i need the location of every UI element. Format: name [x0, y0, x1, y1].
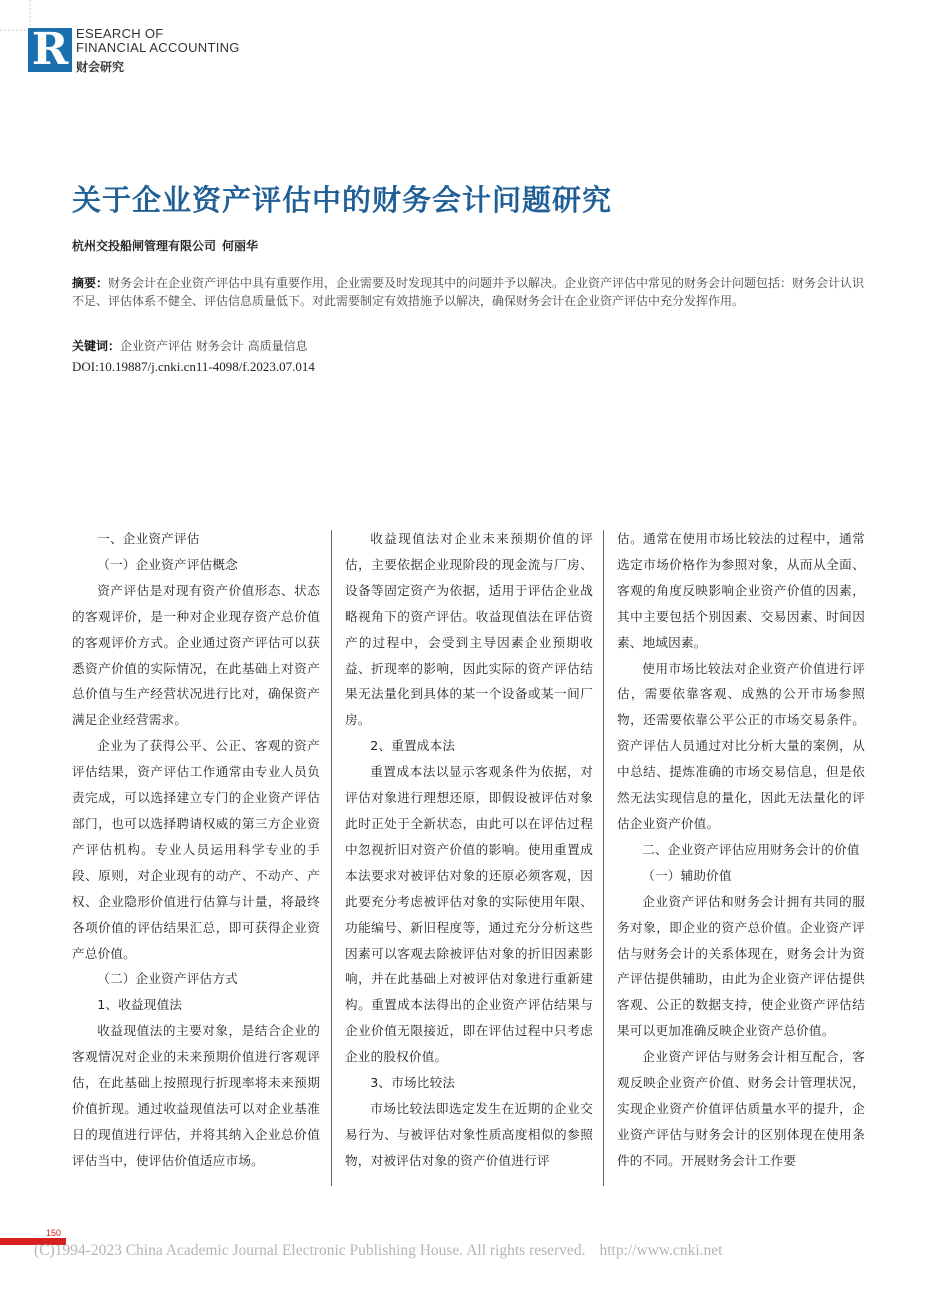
subsection-heading: （二）企业资产评估方式: [97, 971, 238, 987]
keywords-text: 企业资产评估 财务会计 高质量信息: [120, 339, 308, 353]
paragraph: 企业为了获得公平、公正、客观的资产评估结果，资产评估工作通常由专业人员负责完成，可以选择建立专门的企业资产评估部门，也可以选择聘请权威的第三方企业资产评估机构。专业人员运用科学专业的手段、原则，对企业现有的动产、不动产、产权、企业隐形价值进行估算与计量，将最终各项价值的评估结果汇总，即可获得企业资产总价值。: [72, 738, 320, 961]
paragraph: 市场比较法即选定发生在近期的企业交易行为、与被评估对象性质高度相似的参照物，对被评估对象的资产价值进行评: [345, 1100, 593, 1168]
keywords-label: 关键词：: [72, 339, 121, 353]
column-divider: [331, 530, 332, 1186]
paragraph: 重置成本法以显示客观条件为依据，对评估对象进行理想还原，即假设被评估对象此时正处于全新状态，由此可以在评估过程中忽视折旧对资产价值的影响。使用重置成本法要求对被评估对象的还原必须客观，因此要充分考虑被评估对象的实际使用年限、功能编号、新旧程度等，通过充分分析这些因素可以客观去除被评估对象的折旧因素影响，并在此基础上对被评估对象进行重新建构。重置成本法得出的企业资产评估结果与企业价值无限接近，即在评估过程中只考虑企业的股权价值。: [345, 764, 593, 1065]
paragraph: 企业资产评估和财务会计拥有共同的服务对象，即企业的资产总价值。企业资产评估与财务会计的关系体现在，财务会计为资产评估提供辅助，由此为企业资产评估提供客观、公正的数据支持，使企业资产评估结果可以更加准确反映企业资产总价值。: [617, 893, 865, 1039]
body-column-3: [617, 526, 865, 1174]
copyright-text: (C)1994-2023 China Academic Journal Electronic Publishing House. All rights reserved.: [34, 1242, 586, 1259]
paragraph: 企业资产评估与财务会计相互配合，客观反映企业资产价值、财务会计管理状况，实现企业资产价值评估质量水平的提升，企业资产评估与财务会计的区别体现在使用条件的不同。开展财务会计工作要: [617, 1049, 865, 1168]
abstract-text: 财务会计在企业资产评估中具有重要作用，企业需要及时发现其中的问题并予以解决。企业资产评估中常见的财务会计问题包括：财务会计认识不足、评估体系不健全、评估信息质量低下。对此需要制定有效措施予以解决，确保财务会计在企业资产评估中充分发挥作用。: [72, 276, 865, 308]
journal-logo: [28, 24, 268, 76]
paragraph-continued: 估。通常在使用市场比较法的过程中，通常选定市场价格作为参照对象，从而从全面、客观的角度反映影响企业资产价值的因素，其中主要包括个别因素、交易因素、时间因素、地域因素。: [617, 531, 865, 650]
section-heading: 二、企业资产评估应用财务会计的价值: [642, 841, 860, 857]
author-affiliation: 杭州交投船闸管理有限公司: [72, 239, 217, 253]
method-heading: 3、市场比较法: [370, 1075, 456, 1091]
method-heading: 1、收益现值法: [97, 997, 183, 1013]
subsection-heading: （一）企业资产评估概念: [97, 556, 238, 572]
paragraph: 使用市场比较法对企业资产价值进行评估，需要依靠客观、成熟的公开市场参照物，还需要依靠公平公正的市场交易条件。资产评估人员通过对比分析大量的案例，从中总结、提炼准确的市场交易信息，但是依然无法实现信息的量化，因此无法量化的评估企业资产价值。: [617, 660, 865, 831]
section-heading: 一、企业资产评估: [97, 531, 200, 546]
footer-url[interactable]: http://www.cnki.net: [599, 1242, 723, 1259]
body-column-1: [72, 526, 320, 1174]
copyright-footer: [34, 1242, 722, 1260]
paragraph: 资产评估是对现有资产价值形态、状态的客观评价，是一种对企业现存资产总价值的客观评价方式。企业通过资产评估可以获悉资产价值的实际情况，在此基础上对资产总价值与生产经营状况进行比对，确保资产满足企业经营需求。: [72, 582, 320, 728]
subsection-heading: （一）辅助价值: [642, 867, 732, 883]
page-number: 150: [46, 1228, 62, 1238]
author-line: [72, 237, 258, 254]
paragraph: 收益现值法对企业未来预期价值的评估，主要依据企业现阶段的现金流与厂房、设备等固定资产为依据，适用于评估企业战略视角下的资产评估。收益现值法在评估资产的过程中，会受到主导因素企业预期收益、折现率的影响，因此实际的资产评估结果无法量化到具体的某一个设备或某一间厂房。: [345, 531, 593, 728]
author-name: 何丽华: [222, 239, 259, 253]
journal-name-line1: ESEARCH OF: [76, 26, 164, 41]
doi: DOI:10.19887/j.cnki.cn11-4098/f.2023.07.014: [72, 359, 315, 374]
article-title: 关于企业资产评估中的财务会计问题研究: [72, 183, 613, 217]
journal-name-chinese: 财会研究: [76, 60, 125, 74]
body-column-2: [345, 526, 593, 1174]
column-divider: [603, 530, 604, 1186]
paragraph: 收益现值法的主要对象，是结合企业的客观情况对企业的未来预期价值进行客观评估，在此基础上按照现行折现率将未来预期价值折现。通过收益现值法可以对企业基准日的现值进行评估，并将其纳入企业总价值评估当中，使评估价值适应市场。: [72, 1023, 320, 1168]
journal-name-line2: FINANCIAL ACCOUNTING: [76, 40, 240, 55]
abstract-label: 摘要：: [72, 276, 109, 290]
journal-logo-letter: R: [28, 28, 72, 72]
method-heading: 2、重置成本法: [370, 738, 456, 754]
abstract: [72, 274, 872, 310]
keywords: [72, 337, 308, 354]
